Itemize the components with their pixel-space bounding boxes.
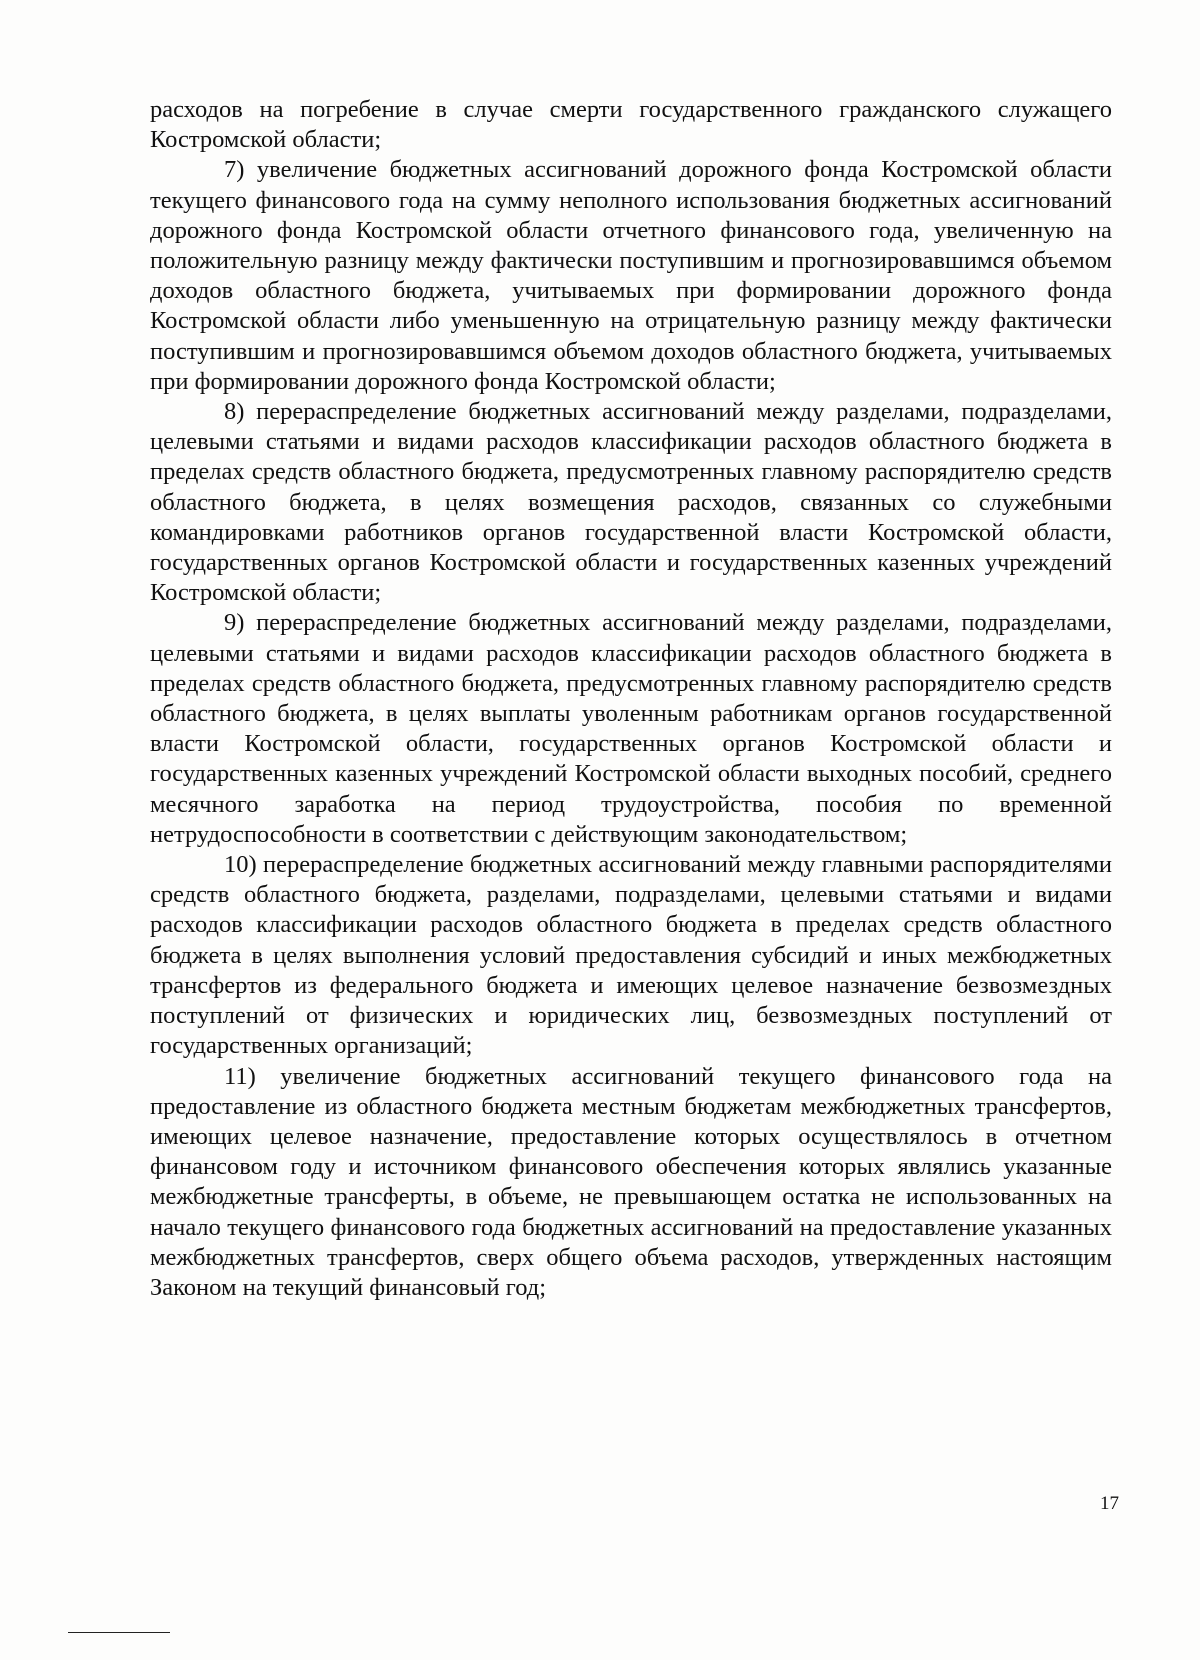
paragraph-item-7: 7) увеличение бюджетных ассигнований дорожного фонда Костромской области текущего финансового года на сумму неполного использования бюджетных ассигнований дорожного фонда Костромской области отчетного финансового года, увеличенную на положительную разницу между фактически поступившим и прогнозировавшимся объемом доходов областного бюджета, учитываемых при формировании дорожного фонда Костромской области либо уменьшенную на отрицательную разницу между фактически поступившим и прогнозировавшимся объемом доходов областного бюджета, учитываемых при формировании дорожного фонда Костромской области;: [150, 156, 1112, 395]
paragraph-item-8: 8) перераспределение бюджетных ассигнований между разделами, подразделами, целевыми статьями и видами расходов классификации расходов областного бюджета в пределах средств областного бюджета, предусмотренных главному распорядителю средств областного бюджета, в целях возмещения расходов, связанных со служебными командировками работников органов государственной власти Костромской области, государственных органов Костромской области и государственных казенных учреждений Костромской области;: [150, 398, 1112, 607]
footer-rule: [68, 1632, 170, 1633]
page-number: 17: [1100, 1493, 1119, 1514]
paragraph-item-9: 9) перераспределение бюджетных ассигнований между разделами, подразделами, целевыми статьями и видами расходов классификации расходов областного бюджета в пределах средств областного бюджета, предусмотренных главному распорядителю средств областного бюджета, в целях выплаты уволенным работникам органов государственной власти Костромской области, государственных органов Костромской области и государственных казенных учреждений Костромской области выходных пособий, среднего месячного заработка на период трудоустройства, пособия по временной нетрудоспособности в соответствии с действующим законодательством;: [150, 609, 1112, 848]
paragraph-item-10: 10) перераспределение бюджетных ассигнований между главными распорядителями средств областного бюджета, разделами, подразделами, целевыми статьями и видами расходов классификации расходов областного бюджета в пределах средств областного бюджета в целях выполнения условий предоставления субсидий и иных межбюджетных трансфертов из федерального бюджета и имеющих целевое назначение безвозмездных поступлений от физических и юридических лиц, безвозмездных поступлений от государственных организаций;: [150, 851, 1112, 1060]
paragraph-continuation: расходов на погребение в случае смерти государственного гражданского служащего Костромской области;: [150, 96, 1112, 154]
document-body: [150, 95, 1112, 1303]
paragraph-item-11: 11) увеличение бюджетных ассигнований текущего финансового года на предоставление из областного бюджета местным бюджетам межбюджетных трансфертов, имеющих целевое назначение, предоставление которых осуществлялось в отчетном финансовом году и источником финансового обеспечения которых являлись указанные межбюджетные трансферты, в объеме, не превышающем остатка не использованных на начало текущего финансового года бюджетных ассигнований на предоставление указанных межбюджетных трансфертов, сверх общего объема расходов, утвержденных настоящим Законом на текущий финансовый год;: [150, 1062, 1112, 1301]
